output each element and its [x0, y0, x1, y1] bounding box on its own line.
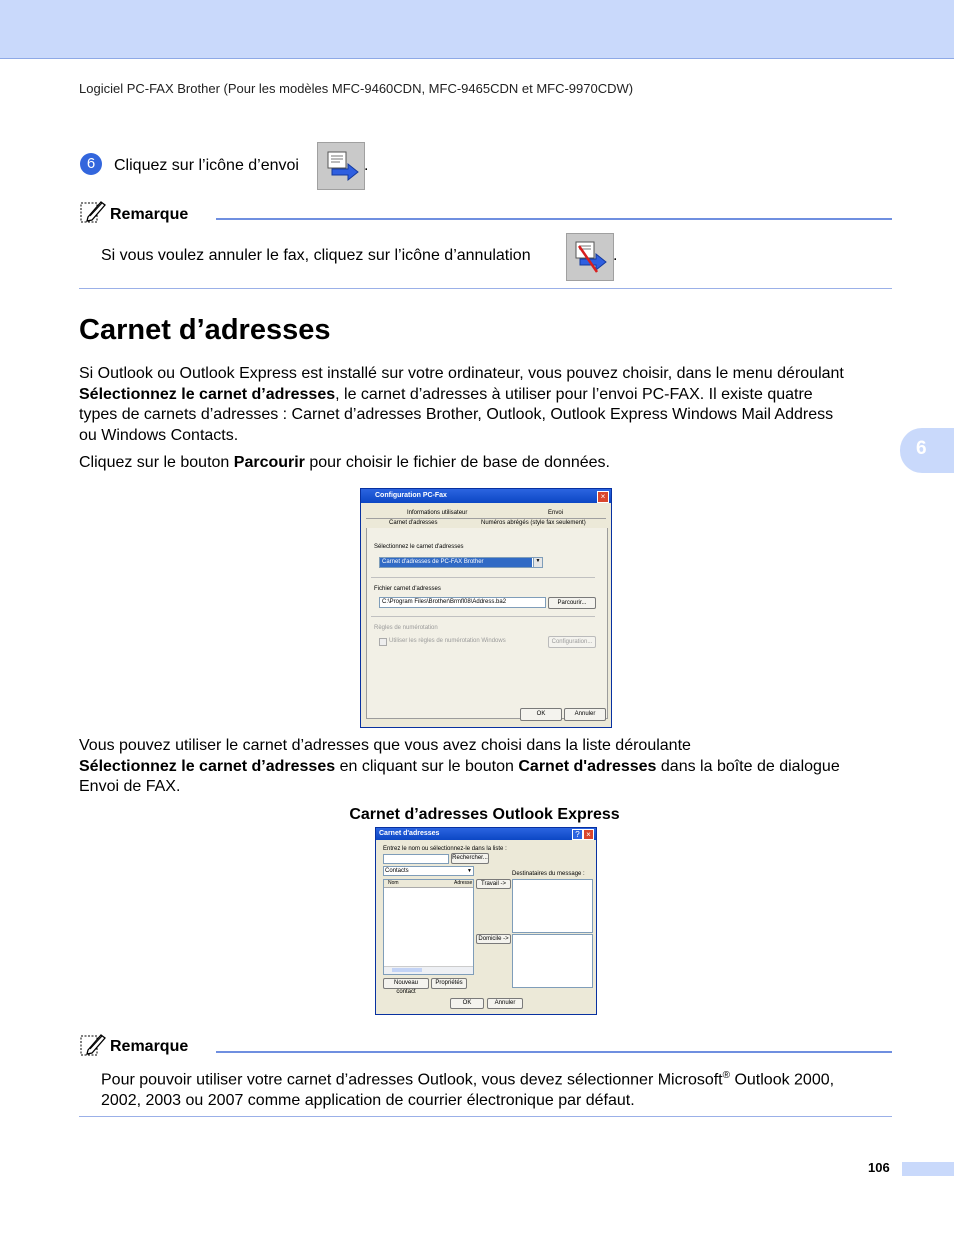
- separator-2: [371, 616, 595, 617]
- send-icon: [317, 142, 365, 190]
- cancel-button-2[interactable]: Annuler: [487, 998, 523, 1009]
- p1-line2: [79, 385, 899, 406]
- p2-pre: Cliquez sur le bouton: [79, 454, 234, 471]
- contacts-combo[interactable]: [383, 866, 474, 876]
- section-title: Carnet d’adresses: [79, 314, 331, 346]
- p3-bold2: Carnet d'adresses: [518, 757, 657, 775]
- col-name[interactable]: Nom: [388, 880, 399, 886]
- contacts-list[interactable]: [383, 879, 474, 975]
- dialing-rules-checkbox[interactable]: [379, 638, 387, 646]
- tab-send[interactable]: Envoi: [548, 510, 564, 516]
- p3-bold1: Sélectionnez le carnet d’adresses: [79, 757, 336, 775]
- note2-rule: [216, 1051, 892, 1053]
- search-label: Entrez le nom ou sélectionnez-le dans la liste :: [383, 846, 507, 852]
- home-button[interactable]: Domicile ->: [476, 934, 511, 944]
- dialog2-help-icon[interactable]: ?: [572, 829, 583, 840]
- dialog1-title: Configuration PC-Fax: [375, 492, 447, 499]
- dialog2-title: Carnet d'adresses: [379, 830, 440, 837]
- paragraph-2: [79, 453, 610, 474]
- step-number-badge: 6: [80, 153, 102, 175]
- file-label: Fichier carnet d'adresses: [374, 586, 441, 592]
- select-addressbook-label: Sélectionnez le carnet d'adresses: [374, 544, 464, 550]
- select-addressbook-dropdown[interactable]: [379, 557, 543, 568]
- registered-mark: ®: [722, 1070, 730, 1081]
- properties-button[interactable]: Propriétés: [431, 978, 467, 989]
- page-number: 106: [868, 1160, 890, 1175]
- contacts-hscrollbar[interactable]: [384, 966, 473, 974]
- cancel-button[interactable]: Annuler: [564, 708, 606, 721]
- contacts-combo-value: Contacts: [385, 868, 409, 874]
- dialog2-close-icon[interactable]: ×: [583, 829, 594, 840]
- dialog2-titlebar: [376, 828, 596, 840]
- note1-rule: [216, 218, 892, 220]
- p3-line1: Vous pouvez utiliser le carnet d’adresses que vous avez choisi dans la liste déroulante: [79, 737, 691, 754]
- col-address[interactable]: Adresse: [454, 880, 473, 886]
- note2-line1-post: Outlook 2000,: [730, 1071, 835, 1089]
- note1-period: .: [613, 247, 618, 264]
- configuration-button[interactable]: Configuration...: [548, 636, 596, 648]
- p1-line2-rest: , le carnet d’adresses à utiliser pour l’envoi PC-FAX. Il existe quatre: [335, 385, 813, 403]
- note-pencil-icon: [80, 1033, 106, 1057]
- recipients-list-2[interactable]: [512, 934, 593, 988]
- running-header: Logiciel PC-FAX Brother (Pour les modèles MFC-9460CDN, MFC-9465CDN et MFC-9970CDW): [79, 81, 634, 96]
- p1-line4: ou Windows Contacts.: [79, 426, 239, 444]
- new-contact-button[interactable]: Nouveau contact: [383, 978, 429, 989]
- file-path-field[interactable]: C:\Program Files\Brother\Brmfl08\Address.ba2: [379, 597, 546, 608]
- tab-speed-dial[interactable]: Numéros abrégés (style fax seulement): [481, 520, 586, 526]
- tab-user-info[interactable]: Informations utilisateur: [407, 510, 468, 516]
- note1-title: Remarque: [110, 206, 189, 223]
- step-period: .: [364, 157, 369, 174]
- separator-1: [371, 577, 595, 578]
- recipients-list-1[interactable]: [512, 879, 593, 933]
- select-addressbook-value: Carnet d'adresses de PC-FAX Brother: [380, 558, 532, 567]
- note2-line2: 2002, 2003 ou 2007 comme application de courrier électronique par défaut.: [101, 1091, 635, 1109]
- combo-arrow-icon[interactable]: ▼: [467, 868, 472, 874]
- outlook-express-addressbook-dialog: [375, 827, 597, 1015]
- dialog1-close-icon[interactable]: ×: [597, 491, 609, 503]
- cancel-send-icon: [566, 233, 614, 281]
- contacts-list-header: [384, 880, 473, 888]
- p1-line1: Si Outlook ou Outlook Express est installé sur votre ordinateur, vous pouvez choisir, dans le menu déroulant: [79, 365, 844, 382]
- paragraph-1: [79, 364, 899, 446]
- dialog1-titlebar: [361, 489, 611, 503]
- ok-button[interactable]: OK: [520, 708, 562, 721]
- chapter-number: 6: [916, 438, 927, 459]
- scroll-thumb[interactable]: [392, 968, 422, 972]
- note2-line1-pre: Pour pouvoir utiliser votre carnet d’adresses Outlook, vous devez sélectionner Microsoft: [101, 1071, 723, 1089]
- search-button[interactable]: Rechercher...: [451, 853, 489, 864]
- page-number-bar: [902, 1162, 954, 1176]
- dropdown-arrow-icon[interactable]: ▼: [533, 558, 542, 567]
- dialing-rules-label: Règles de numérotation: [374, 625, 438, 631]
- paragraph-3: [79, 736, 899, 798]
- note2-text: [101, 1066, 896, 1111]
- tab-address-book[interactable]: Carnet d'adresses: [389, 520, 438, 526]
- p3-line2: [79, 757, 899, 778]
- dialing-rules-text: Utiliser les règles de numérotation Windows: [389, 638, 506, 644]
- pcfax-config-dialog: [360, 488, 612, 728]
- note2-title: Remarque: [110, 1038, 189, 1055]
- p3-mid: en cliquant sur le bouton: [335, 757, 519, 775]
- note2-end-rule: [79, 1116, 892, 1117]
- figure-caption: Carnet d’adresses Outlook Express: [349, 806, 620, 823]
- p1-line3: types de carnets d’adresses : Carnet d’adresses Brother, Outlook, Outlook Express Windows Mail Address: [79, 406, 834, 423]
- to-button[interactable]: Travail ->: [476, 879, 511, 889]
- tab-divider: [366, 518, 606, 519]
- note1-text: Si vous voulez annuler le fax, cliquez sur l’icône d’annulation: [101, 247, 531, 264]
- p1-bold: Sélectionnez le carnet d’adresses: [79, 385, 336, 403]
- p2-bold: Parcourir: [233, 454, 305, 471]
- note2-line1: [101, 1066, 896, 1091]
- chapter-tab: [900, 428, 954, 473]
- p2-post: pour choisir le fichier de base de données.: [304, 454, 610, 471]
- note1-end-rule: [79, 288, 892, 289]
- browse-button[interactable]: Parcourir...: [548, 597, 596, 609]
- step-text: Cliquez sur l’icône d’envoi: [114, 157, 299, 174]
- note-pencil-icon: [80, 200, 106, 224]
- search-input[interactable]: [383, 854, 449, 864]
- recipients-label: Destinataires du message :: [512, 871, 585, 877]
- top-band: [0, 0, 954, 59]
- p3-rest: dans la boîte de dialogue: [656, 757, 840, 775]
- ok-button-2[interactable]: OK: [450, 998, 484, 1009]
- p3-line3: Envoi de FAX.: [79, 778, 181, 795]
